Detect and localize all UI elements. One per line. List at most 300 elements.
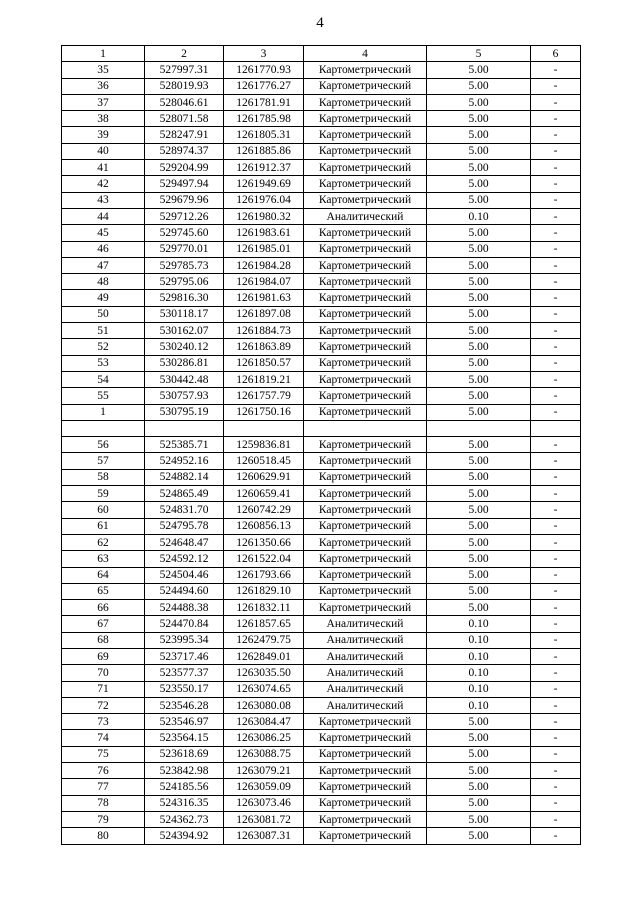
note-cell: - <box>531 323 581 339</box>
point-number-cell: 56 <box>62 437 145 453</box>
table-row <box>62 697 581 713</box>
point-number-cell: 53 <box>62 355 145 371</box>
method-cell: Картометрический <box>304 714 427 730</box>
point-number-cell: 62 <box>62 534 145 550</box>
note-cell: - <box>531 404 581 420</box>
x-coordinate-cell: 527997.31 <box>145 62 224 78</box>
accuracy-cell: 5.00 <box>427 404 531 420</box>
accuracy-cell: 5.00 <box>427 714 531 730</box>
x-coordinate-cell: 524865.49 <box>145 486 224 502</box>
x-coordinate-cell: 530118.17 <box>145 306 224 322</box>
y-coordinate-cell: 1261985.01 <box>224 241 304 257</box>
table-row <box>62 323 581 339</box>
accuracy-cell: 5.00 <box>427 746 531 762</box>
x-coordinate-cell: 524185.56 <box>145 779 224 795</box>
point-number-cell: 35 <box>62 62 145 78</box>
note-cell: - <box>531 746 581 762</box>
x-coordinate-cell: 530757.93 <box>145 388 224 404</box>
table-row <box>62 111 581 127</box>
accuracy-cell: 0.10 <box>427 681 531 697</box>
x-coordinate-cell: 524504.46 <box>145 567 224 583</box>
x-coordinate-cell: 529712.26 <box>145 208 224 224</box>
x-coordinate-cell: 530162.07 <box>145 323 224 339</box>
x-coordinate-cell: 528071.58 <box>145 111 224 127</box>
note-cell: - <box>531 225 581 241</box>
x-coordinate-cell: 529745.60 <box>145 225 224 241</box>
note-cell: - <box>531 339 581 355</box>
accuracy-cell: 5.00 <box>427 306 531 322</box>
accuracy-cell: 5.00 <box>427 274 531 290</box>
x-coordinate-cell <box>145 420 224 436</box>
y-coordinate-cell: 1261884.73 <box>224 323 304 339</box>
note-cell: - <box>531 648 581 664</box>
point-number-cell: 42 <box>62 176 145 192</box>
y-coordinate-cell: 1261793.66 <box>224 567 304 583</box>
method-cell: Картометрический <box>304 127 427 143</box>
y-coordinate-cell: 1259836.81 <box>224 437 304 453</box>
accuracy-cell: 5.00 <box>427 62 531 78</box>
point-number-cell: 1 <box>62 404 145 420</box>
accuracy-cell: 5.00 <box>427 811 531 827</box>
y-coordinate-cell: 1263059.09 <box>224 779 304 795</box>
table-row <box>62 795 581 811</box>
point-number-cell: 65 <box>62 583 145 599</box>
table-row <box>62 518 581 534</box>
method-cell: Картометрический <box>304 306 427 322</box>
note-cell: - <box>531 763 581 779</box>
column-number-header: 1 <box>62 46 145 62</box>
y-coordinate-cell: 1260742.29 <box>224 502 304 518</box>
y-coordinate-cell: 1261819.21 <box>224 371 304 387</box>
method-cell: Картометрический <box>304 469 427 485</box>
note-cell: - <box>531 567 581 583</box>
x-coordinate-cell: 529795.06 <box>145 274 224 290</box>
point-number-cell: 55 <box>62 388 145 404</box>
accuracy-cell: 5.00 <box>427 502 531 518</box>
table-row <box>62 486 581 502</box>
point-number-cell: 79 <box>62 811 145 827</box>
column-number-header: 6 <box>531 46 581 62</box>
point-number-cell: 46 <box>62 241 145 257</box>
y-coordinate-cell: 1261850.57 <box>224 355 304 371</box>
note-cell: - <box>531 518 581 534</box>
x-coordinate-cell: 529497.94 <box>145 176 224 192</box>
accuracy-cell: 5.00 <box>427 290 531 306</box>
method-cell: Картометрический <box>304 339 427 355</box>
point-number-cell: 44 <box>62 208 145 224</box>
y-coordinate-cell: 1261785.98 <box>224 111 304 127</box>
method-cell: Картометрический <box>304 583 427 599</box>
y-coordinate-cell: 1261912.37 <box>224 160 304 176</box>
x-coordinate-cell: 529816.30 <box>145 290 224 306</box>
table-row <box>62 811 581 827</box>
method-cell: Картометрический <box>304 192 427 208</box>
x-coordinate-cell: 523618.69 <box>145 746 224 762</box>
y-coordinate-cell: 1262849.01 <box>224 648 304 664</box>
page-number: 4 <box>316 15 324 31</box>
note-cell: - <box>531 616 581 632</box>
x-coordinate-cell: 528046.61 <box>145 94 224 110</box>
y-coordinate-cell: 1260629.91 <box>224 469 304 485</box>
method-cell: Картометрический <box>304 94 427 110</box>
y-coordinate-cell: 1263084.47 <box>224 714 304 730</box>
method-cell: Аналитический <box>304 632 427 648</box>
x-coordinate-cell: 523546.28 <box>145 697 224 713</box>
x-coordinate-cell: 523995.34 <box>145 632 224 648</box>
accuracy-cell: 5.00 <box>427 600 531 616</box>
y-coordinate-cell: 1263080.08 <box>224 697 304 713</box>
y-coordinate-cell: 1263073.46 <box>224 795 304 811</box>
table-row <box>62 176 581 192</box>
y-coordinate-cell: 1261949.69 <box>224 176 304 192</box>
accuracy-cell: 5.00 <box>427 241 531 257</box>
point-number-cell: 43 <box>62 192 145 208</box>
method-cell: Картометрический <box>304 779 427 795</box>
note-cell: - <box>531 600 581 616</box>
y-coordinate-cell: 1261770.93 <box>224 62 304 78</box>
x-coordinate-cell: 524882.14 <box>145 469 224 485</box>
method-cell: Картометрический <box>304 551 427 567</box>
x-coordinate-cell: 524592.12 <box>145 551 224 567</box>
x-coordinate-cell: 523550.17 <box>145 681 224 697</box>
x-coordinate-cell: 524795.78 <box>145 518 224 534</box>
point-number-cell: 60 <box>62 502 145 518</box>
note-cell: - <box>531 208 581 224</box>
table-row <box>62 94 581 110</box>
accuracy-cell: 0.10 <box>427 616 531 632</box>
x-coordinate-cell: 524831.70 <box>145 502 224 518</box>
table-row <box>62 420 581 436</box>
accuracy-cell: 5.00 <box>427 257 531 273</box>
table-row <box>62 355 581 371</box>
x-coordinate-cell: 523842.98 <box>145 763 224 779</box>
method-cell: Картометрический <box>304 257 427 273</box>
y-coordinate-cell: 1261829.10 <box>224 583 304 599</box>
method-cell: Аналитический <box>304 681 427 697</box>
x-coordinate-cell: 523577.37 <box>145 665 224 681</box>
point-number-cell: 51 <box>62 323 145 339</box>
accuracy-cell: 5.00 <box>427 486 531 502</box>
note-cell: - <box>531 828 581 844</box>
accuracy-cell: 5.00 <box>427 160 531 176</box>
column-number-header: 3 <box>224 46 304 62</box>
accuracy-cell: 5.00 <box>427 453 531 469</box>
accuracy-cell: 5.00 <box>427 355 531 371</box>
method-cell: Картометрический <box>304 355 427 371</box>
table-row <box>62 828 581 844</box>
method-cell: Картометрический <box>304 176 427 192</box>
x-coordinate-cell: 524488.38 <box>145 600 224 616</box>
accuracy-cell: 5.00 <box>427 551 531 567</box>
y-coordinate-cell: 1263086.25 <box>224 730 304 746</box>
point-number-cell: 80 <box>62 828 145 844</box>
note-cell: - <box>531 274 581 290</box>
point-number-cell: 73 <box>62 714 145 730</box>
point-number-cell: 75 <box>62 746 145 762</box>
table-row <box>62 665 581 681</box>
note-cell: - <box>531 534 581 550</box>
note-cell: - <box>531 811 581 827</box>
x-coordinate-cell: 523717.46 <box>145 648 224 664</box>
note-cell: - <box>531 257 581 273</box>
y-coordinate-cell: 1262479.75 <box>224 632 304 648</box>
header-row <box>62 46 581 62</box>
method-cell: Картометрический <box>304 78 427 94</box>
x-coordinate-cell: 530795.19 <box>145 404 224 420</box>
accuracy-cell: 5.00 <box>427 339 531 355</box>
point-number-cell: 45 <box>62 225 145 241</box>
coordinates-table-body <box>62 46 581 845</box>
accuracy-cell: 0.10 <box>427 208 531 224</box>
table-row <box>62 78 581 94</box>
point-number-cell: 59 <box>62 486 145 502</box>
table-row <box>62 600 581 616</box>
table-row <box>62 763 581 779</box>
note-cell: - <box>531 437 581 453</box>
method-cell: Картометрический <box>304 730 427 746</box>
table-row <box>62 714 581 730</box>
method-cell: Картометрический <box>304 404 427 420</box>
method-cell: Картометрический <box>304 486 427 502</box>
method-cell: Картометрический <box>304 811 427 827</box>
method-cell: Аналитический <box>304 648 427 664</box>
note-cell: - <box>531 665 581 681</box>
note-cell: - <box>531 176 581 192</box>
y-coordinate-cell <box>224 420 304 436</box>
note-cell: - <box>531 714 581 730</box>
table-row <box>62 257 581 273</box>
accuracy-cell: 5.00 <box>427 437 531 453</box>
method-cell: Картометрический <box>304 241 427 257</box>
y-coordinate-cell: 1261776.27 <box>224 78 304 94</box>
note-cell: - <box>531 290 581 306</box>
note-cell: - <box>531 143 581 159</box>
point-number-cell: 54 <box>62 371 145 387</box>
note-cell: - <box>531 583 581 599</box>
method-cell <box>304 420 427 436</box>
method-cell: Картометрический <box>304 795 427 811</box>
method-cell: Картометрический <box>304 143 427 159</box>
x-coordinate-cell: 530442.48 <box>145 371 224 387</box>
method-cell: Картометрический <box>304 518 427 534</box>
y-coordinate-cell: 1261781.91 <box>224 94 304 110</box>
point-number-cell: 39 <box>62 127 145 143</box>
table-row <box>62 274 581 290</box>
y-coordinate-cell: 1261983.61 <box>224 225 304 241</box>
table-row <box>62 62 581 78</box>
method-cell: Картометрический <box>304 111 427 127</box>
y-coordinate-cell: 1261832.11 <box>224 600 304 616</box>
point-number-cell: 40 <box>62 143 145 159</box>
method-cell: Картометрический <box>304 437 427 453</box>
point-number-cell: 68 <box>62 632 145 648</box>
method-cell: Картометрический <box>304 323 427 339</box>
table-row <box>62 371 581 387</box>
method-cell: Картометрический <box>304 763 427 779</box>
y-coordinate-cell: 1260518.45 <box>224 453 304 469</box>
y-coordinate-cell: 1261897.08 <box>224 306 304 322</box>
method-cell: Картометрический <box>304 160 427 176</box>
y-coordinate-cell: 1263087.31 <box>224 828 304 844</box>
note-cell: - <box>531 469 581 485</box>
x-coordinate-cell: 524316.35 <box>145 795 224 811</box>
table-row <box>62 290 581 306</box>
accuracy-cell: 5.00 <box>427 94 531 110</box>
y-coordinate-cell: 1263079.21 <box>224 763 304 779</box>
method-cell: Картометрический <box>304 62 427 78</box>
x-coordinate-cell: 529679.96 <box>145 192 224 208</box>
table-row <box>62 469 581 485</box>
table-row <box>62 583 581 599</box>
x-coordinate-cell: 523546.97 <box>145 714 224 730</box>
method-cell: Картометрический <box>304 371 427 387</box>
point-number-cell: 64 <box>62 567 145 583</box>
method-cell: Картометрический <box>304 600 427 616</box>
accuracy-cell: 5.00 <box>427 763 531 779</box>
note-cell: - <box>531 502 581 518</box>
point-number-cell: 66 <box>62 600 145 616</box>
accuracy-cell: 5.00 <box>427 795 531 811</box>
accuracy-cell: 5.00 <box>427 567 531 583</box>
accuracy-cell: 5.00 <box>427 78 531 94</box>
point-number-cell: 48 <box>62 274 145 290</box>
table-row <box>62 746 581 762</box>
method-cell: Картометрический <box>304 225 427 241</box>
accuracy-cell <box>427 420 531 436</box>
accuracy-cell: 5.00 <box>427 518 531 534</box>
note-cell: - <box>531 371 581 387</box>
accuracy-cell: 0.10 <box>427 632 531 648</box>
y-coordinate-cell: 1261981.63 <box>224 290 304 306</box>
accuracy-cell: 5.00 <box>427 779 531 795</box>
column-number-header: 5 <box>427 46 531 62</box>
y-coordinate-cell: 1263088.75 <box>224 746 304 762</box>
x-coordinate-cell: 529204.99 <box>145 160 224 176</box>
method-cell: Аналитический <box>304 665 427 681</box>
x-coordinate-cell: 528019.93 <box>145 78 224 94</box>
table-row <box>62 127 581 143</box>
table-row <box>62 632 581 648</box>
note-cell: - <box>531 453 581 469</box>
point-number-cell: 50 <box>62 306 145 322</box>
accuracy-cell: 5.00 <box>427 371 531 387</box>
accuracy-cell: 5.00 <box>427 192 531 208</box>
note-cell: - <box>531 779 581 795</box>
note-cell: - <box>531 306 581 322</box>
y-coordinate-cell: 1260659.41 <box>224 486 304 502</box>
x-coordinate-cell: 524362.73 <box>145 811 224 827</box>
table-row <box>62 339 581 355</box>
x-coordinate-cell: 524394.92 <box>145 828 224 844</box>
point-number-cell: 71 <box>62 681 145 697</box>
y-coordinate-cell: 1261805.31 <box>224 127 304 143</box>
y-coordinate-cell: 1261976.04 <box>224 192 304 208</box>
y-coordinate-cell: 1261750.16 <box>224 404 304 420</box>
table-row <box>62 779 581 795</box>
accuracy-cell: 5.00 <box>427 127 531 143</box>
accuracy-cell: 0.10 <box>427 648 531 664</box>
point-number-cell: 78 <box>62 795 145 811</box>
point-number-cell: 38 <box>62 111 145 127</box>
method-cell: Картометрический <box>304 453 427 469</box>
point-number-cell: 70 <box>62 665 145 681</box>
x-coordinate-cell: 524494.60 <box>145 583 224 599</box>
method-cell: Картометрический <box>304 274 427 290</box>
table-row <box>62 143 581 159</box>
note-cell: - <box>531 632 581 648</box>
table-row <box>62 730 581 746</box>
x-coordinate-cell: 530286.81 <box>145 355 224 371</box>
point-number-cell: 77 <box>62 779 145 795</box>
table-row <box>62 567 581 583</box>
point-number-cell: 36 <box>62 78 145 94</box>
accuracy-cell: 0.10 <box>427 665 531 681</box>
point-number-cell: 58 <box>62 469 145 485</box>
table-row <box>62 160 581 176</box>
note-cell: - <box>531 78 581 94</box>
note-cell: - <box>531 160 581 176</box>
table-row <box>62 437 581 453</box>
note-cell: - <box>531 355 581 371</box>
table-row <box>62 534 581 550</box>
table-row <box>62 192 581 208</box>
note-cell <box>531 420 581 436</box>
accuracy-cell: 5.00 <box>427 469 531 485</box>
y-coordinate-cell: 1261522.04 <box>224 551 304 567</box>
y-coordinate-cell: 1261757.79 <box>224 388 304 404</box>
column-number-header: 2 <box>145 46 224 62</box>
method-cell: Картометрический <box>304 388 427 404</box>
x-coordinate-cell: 529785.73 <box>145 257 224 273</box>
table-row <box>62 225 581 241</box>
point-number-cell: 72 <box>62 697 145 713</box>
note-cell: - <box>531 681 581 697</box>
method-cell: Картометрический <box>304 567 427 583</box>
point-number-cell <box>62 420 145 436</box>
note-cell: - <box>531 551 581 567</box>
point-number-cell: 49 <box>62 290 145 306</box>
accuracy-cell: 5.00 <box>427 828 531 844</box>
y-coordinate-cell: 1263035.50 <box>224 665 304 681</box>
y-coordinate-cell: 1261984.28 <box>224 257 304 273</box>
note-cell: - <box>531 111 581 127</box>
note-cell: - <box>531 94 581 110</box>
y-coordinate-cell: 1261984.07 <box>224 274 304 290</box>
accuracy-cell: 5.00 <box>427 534 531 550</box>
y-coordinate-cell: 1261857.65 <box>224 616 304 632</box>
coordinates-table <box>61 45 581 845</box>
x-coordinate-cell: 524952.16 <box>145 453 224 469</box>
note-cell: - <box>531 62 581 78</box>
table-row <box>62 648 581 664</box>
note-cell: - <box>531 730 581 746</box>
y-coordinate-cell: 1261863.89 <box>224 339 304 355</box>
y-coordinate-cell: 1263074.65 <box>224 681 304 697</box>
point-number-cell: 57 <box>62 453 145 469</box>
note-cell: - <box>531 388 581 404</box>
point-number-cell: 41 <box>62 160 145 176</box>
point-number-cell: 52 <box>62 339 145 355</box>
y-coordinate-cell: 1261885.86 <box>224 143 304 159</box>
y-coordinate-cell: 1261350.66 <box>224 534 304 550</box>
column-number-header: 4 <box>304 46 427 62</box>
method-cell: Картометрический <box>304 502 427 518</box>
accuracy-cell: 5.00 <box>427 730 531 746</box>
point-number-cell: 61 <box>62 518 145 534</box>
method-cell: Аналитический <box>304 208 427 224</box>
table-row <box>62 551 581 567</box>
point-number-cell: 74 <box>62 730 145 746</box>
